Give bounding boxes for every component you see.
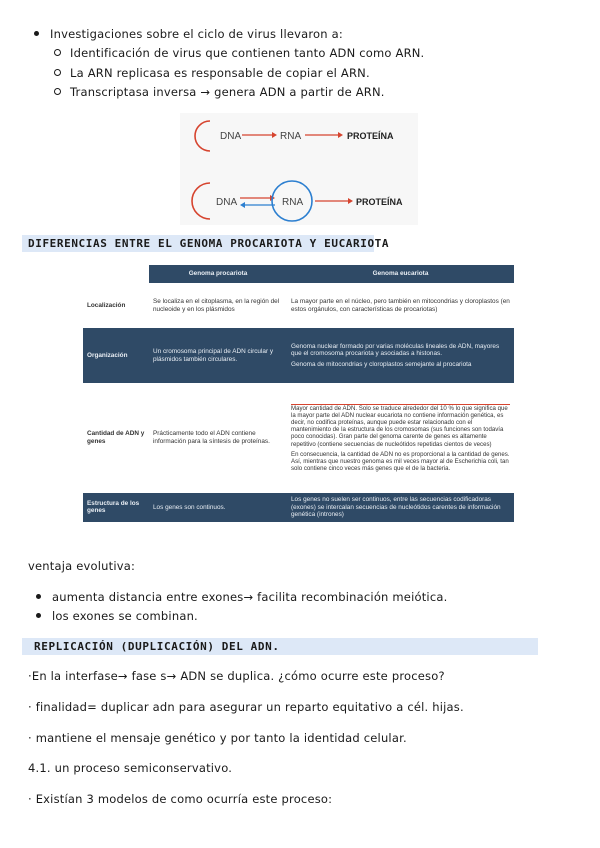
eucariota-cell: [287, 328, 514, 383]
table-row: [83, 383, 514, 493]
procariota-cell: Los genes son continuos.: [149, 493, 287, 522]
bullet-icon: [36, 594, 41, 599]
ventaja-item: aumenta distancia entre exones→ facilita recombinación meiótica.: [36, 590, 447, 604]
table-row: [83, 328, 514, 383]
ventaja-item: los exones se combinan.: [36, 609, 198, 623]
table-header-empty: [83, 265, 149, 283]
eucariota-cell: La mayor parte en el núcleo, pero también en mitocondrias y cloroplastos (en estos orgánulos, con características de procariotas): [287, 283, 514, 328]
bullet-icon: [34, 31, 39, 36]
dogma-svg: [180, 113, 418, 225]
table-header: Genoma procariota: [149, 265, 287, 283]
bullet-icon: [36, 613, 41, 618]
table-row: [83, 493, 514, 522]
table-header: Genoma eucariota: [287, 265, 514, 283]
hollow-bullet-icon: [54, 88, 61, 95]
hollow-bullet-icon: [54, 69, 61, 76]
protein-label: PROTEÍNA: [347, 131, 394, 141]
ventaja-heading: ventaja evolutiva:: [28, 559, 136, 573]
dna-label: DNA: [216, 197, 238, 208]
section-title: DIFERENCIAS ENTRE EL GENOMA PROCARIOTA Y EUCARIOTA: [28, 237, 390, 250]
eucariota-paragraph: En consecuencia, la cantidad de ADN no es proporcional a la cantidad de genes. Así, mientras que nuestro genoma es mil veces mayor al de Escherichia coli, tan solo contiene cinco veces más genes que el de la bacteria.: [291, 450, 510, 473]
arrow-head-icon: [338, 132, 343, 138]
row-label: Cantidad de ADN y genes: [83, 383, 149, 493]
protein-label: PROTEÍNA: [356, 197, 403, 207]
eucariota-cell: [287, 383, 514, 493]
note-line: · Existían 3 modelos de como ocurría este proceso:: [28, 792, 333, 806]
note-line: ·En la interfase→ fase s→ ADN se duplica. ¿cómo ocurre este proceso?: [28, 669, 445, 683]
table-row: [83, 283, 514, 328]
row-label: Localización: [83, 283, 149, 328]
rna-label: RNA: [280, 131, 302, 142]
row-label: Estructura de los genes: [83, 493, 149, 522]
intro-item: Identificación de virus que contienen tanto ADN como ARN.: [54, 46, 424, 60]
eucariota-paragraph: Genoma nuclear formado por varias moléculas lineales de ADN, mayores que el cromosoma procariota y asociadas a histonas.: [291, 342, 500, 358]
hollow-bullet-icon: [54, 49, 61, 56]
eucariota-cell: Los genes no suelen ser continuos, entre las secuencias codificadoras (exones) se intercalan secuencias de nucleótidos carentes de información genética (intrones): [287, 493, 514, 522]
section-title: REPLICACIÓN (DUPLICACIÓN) DEL ADN.: [34, 640, 280, 653]
table-header-row: [83, 265, 514, 283]
procariota-cell: Se localiza en el citoplasma, en la región del nucleoide y en los plásmidos: [149, 283, 287, 328]
intro-heading: Investigaciones sobre el ciclo de virus llevaron a:: [34, 27, 343, 41]
note-line: · mantiene el mensaje genético y por tanto la identidad celular.: [28, 731, 407, 745]
intro-item: Transcriptasa inversa → genera ADN a partir de ARN.: [54, 85, 385, 99]
arrow-head-icon: [272, 132, 277, 138]
rna-label: RNA: [282, 197, 304, 208]
arrow-head-icon: [240, 202, 245, 208]
replication-arrow-icon: [195, 121, 210, 151]
eucariota-paragraph: Genoma de mitocondrias y cloroplastos semejante al procariota: [291, 360, 472, 368]
dna-label: DNA: [220, 131, 242, 142]
central-dogma-diagram: [180, 113, 418, 225]
procariota-cell: Un cromosoma principal de ADN circular y plásmidos también circulares.: [149, 328, 287, 383]
eucariota-paragraph: Mayor cantidad de ADN. Solo se traduce alrededor del 10 % lo que significa que la mayor parte del ADN nuclear eucariota no contiene información genética, es decir, no codifica proteínas, aunque puede estar relacionado con el mantenimiento de la estructura de los cromosomas (sus funciones son todavía poco conocidas). Gran parte del genoma carente de genes es altamente repetitivo (contiene secuencias de nucleótidos repetidas cientos de veces): [291, 404, 510, 448]
genome-comparison-table: [83, 265, 514, 522]
note-line: 4.1. un proceso semiconservativo.: [28, 761, 233, 775]
row-label: Organización: [83, 328, 149, 383]
note-line: · finalidad= duplicar adn para asegurar un reparto equitativo a cél. hijas.: [28, 700, 464, 714]
replication-arrow-icon: [192, 183, 210, 219]
arrow-head-icon: [348, 198, 353, 204]
intro-item: La ARN replicasa es responsable de copiar el ARN.: [54, 66, 370, 80]
procariota-cell: Prácticamente todo el ADN contiene información para la síntesis de proteínas.: [149, 383, 287, 493]
